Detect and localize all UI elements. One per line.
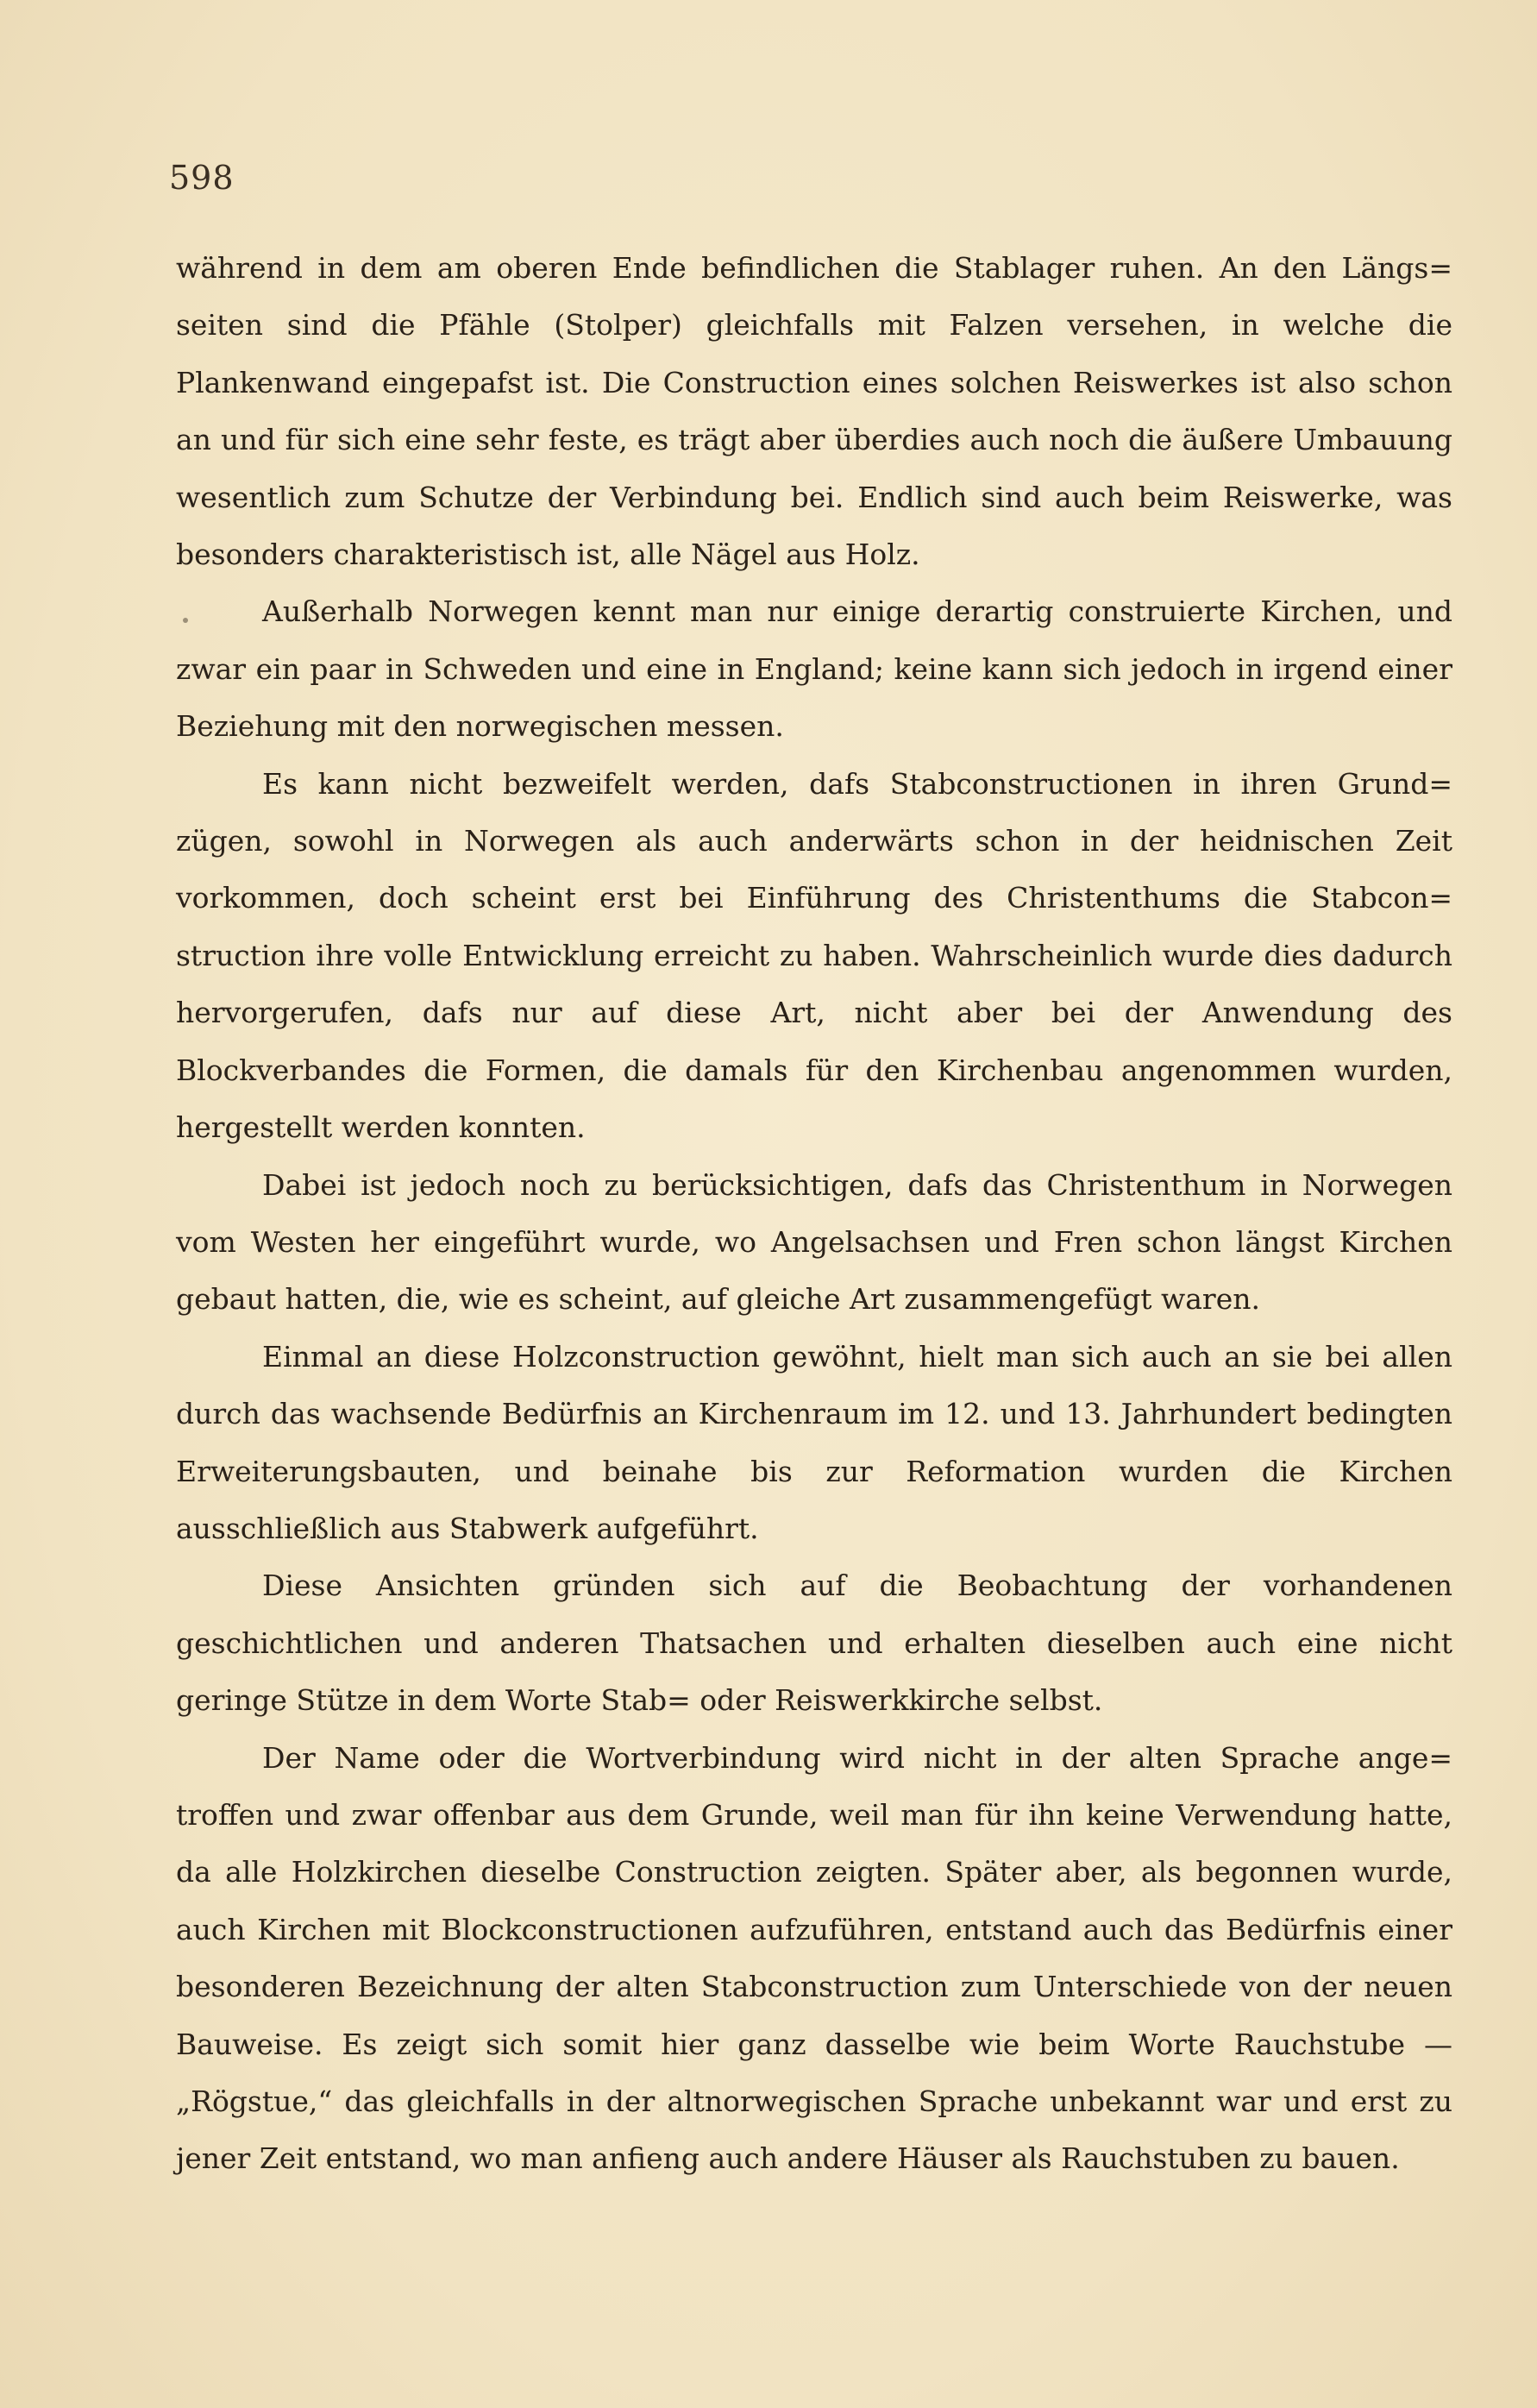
paragraph-2: Außerhalb Norwegen kennt man nur einige derartig construierte Kirchen, und zwar ein paar in Schweden und eine in England; keine kann sich jedoch in irgend einer Beziehung mit den norwegischen messen. [176,594,1452,744]
body-text [176,240,1452,2188]
paragraph-1: während in dem am oberen Ende befindlichen die Stablager ruhen. An den Längs= seiten sind die Pfähle (Stolper) gleichfalls mit Falzen versehen, in welche die Plankenwand eingepafst ist. Die Construction eines solchen Reiswerkes ist also schon an und für sich eine sehr feste, es trägt aber überdies auch noch die äußere Umbauung wesentlich zum Schutze der Verbindung bei. Endlich sind auch beim Reiswerke, was besonders charakteristisch ist, alle Nägel aus Holz. [176,251,1452,572]
page-number: 598 [169,159,235,197]
paragraph-3: Es kann nicht bezweifelt werden, dafs Stabconstructionen in ihren Grund= zügen, sowohl in Norwegen als auch anderwärts schon in der heidnischen Zeit vorkommen, doch scheint erst bei Einführung des Christenthums die Stabcon= struction ihre volle Entwicklung erreicht zu haben. Wahrscheinlich wurde dies dadurch hervorgerufen, dafs nur auf diese Art, nicht aber bei der Anwendung des Blockverbandes die Formen, die damals für den Kirchenbau angenommen wurden, hergestellt werden konnten. [176,766,1452,1145]
paragraph-4: Dabei ist jedoch noch zu berücksichtigen, dafs das Christenthum in Norwegen vom Westen her eingeführt wurde, wo Angelsachsen und Fren schon längst Kirchen gebaut hatten, die, wie es scheint, auf gleiche Art zusammengefügt waren. [176,1167,1452,1317]
paragraph-5: Einmal an diese Holzconstruction gewöhnt, hielt man sich auch an sie bei allen durch das wachsende Bedürfnis an Kirchenraum im 12. und 13. Jahrhundert bedingten Erweiterungsbauten, und beinahe bis zur Reformation wurden die Kirchen ausschließlich aus Stabwerk aufgeführt. [176,1339,1452,1545]
paragraph-6: Diese Ansichten gründen sich auf die Beobachtung der vorhandenen geschichtlichen und anderen Thatsachen und erhalten dieselben auch eine nicht geringe Stütze in dem Worte Stab= oder Reiswerkkirche selbst. [176,1569,1452,1718]
paragraph-7: Der Name oder die Wortverbindung wird nicht in der alten Sprache ange= troffen und zwar offenbar aus dem Grunde, weil man für ihn keine Verwendung hatte, da alle Holzkirchen dieselbe Construction zeigten. Später aber, als begonnen wurde, auch Kirchen mit Blockconstructionen aufzuführen, entstand auch das Bedürfnis einer besonderen Bezeichnung der alten Stabconstruction zum Unterschiede von der neuen Bauweise. Es zeigt sich somit hier ganz dasselbe wie beim Worte Rauchstube — „Rögstue,“ das gleichfalls in der altnorwegischen Sprache unbekannt war und erst zu jener Zeit entstand, wo man anfieng auch andere Häuser als Rauchstuben zu bauen. [176,1740,1452,2176]
